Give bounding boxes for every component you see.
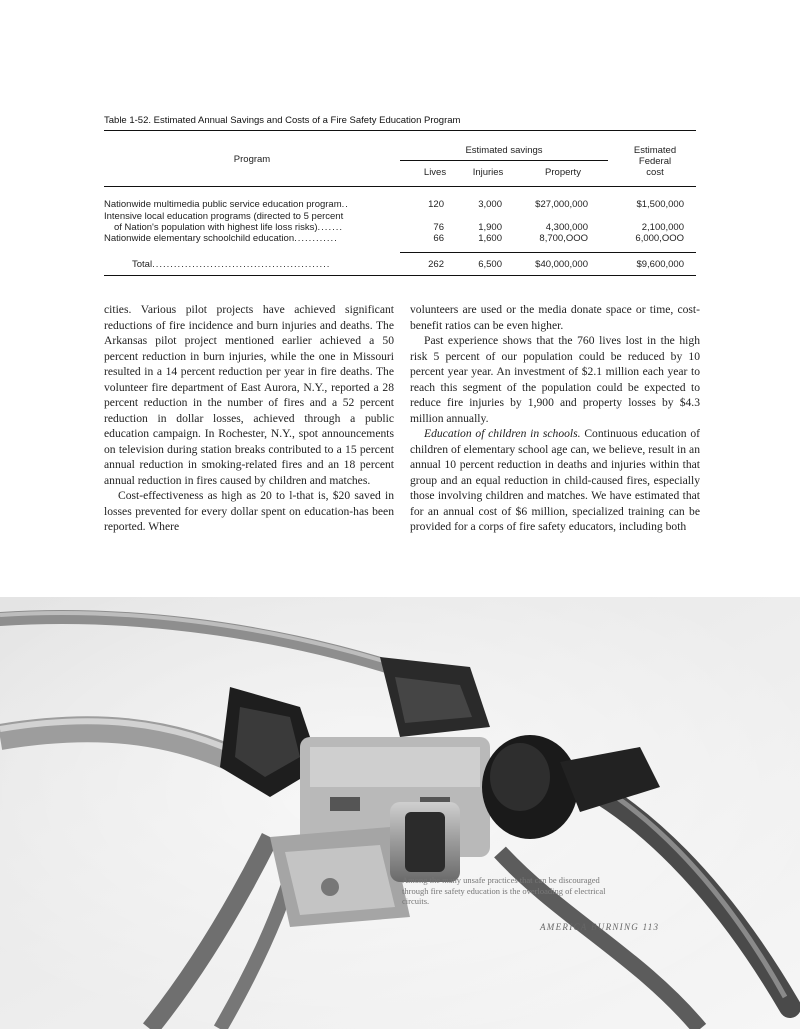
row-cost: $1,500,000: [636, 199, 684, 210]
row-lives: 66: [433, 233, 444, 244]
header-cost-line2: Federal: [638, 156, 672, 167]
row-cost: 2,100,000: [641, 222, 684, 233]
row-property: 4,300,000: [545, 222, 588, 233]
body-left-column: [104, 302, 394, 535]
photo-caption: Among the many unsafe practices that can be discouraged through fire safety education is the overloading of electrical circuits.: [402, 875, 606, 906]
body-paragraph: Education of children in schools. Continuous education of children of elementary school age can, we believe, result in an annual 10 percent reduction in deaths and injuries within that group and an equal reduction in child-caused fires, especially those involving children and matches. We have estimated that for an annual cost of $6 million, specialized training can be provided for a corps of fire safety educators, including both: [410, 427, 701, 533]
row-property: $27,000,000: [535, 199, 588, 210]
row-injuries: 1,900: [478, 222, 502, 233]
total-rule: [400, 252, 696, 253]
total-property: $40,000,000: [535, 259, 588, 270]
row-program: Intensive local education programs (directed to 5 percent: [104, 211, 344, 222]
row-program: Nationwide multimedia public service education program..: [104, 199, 349, 210]
row-lives: 76: [433, 222, 444, 233]
section-heading: Education of children in schools.: [424, 427, 581, 440]
row-cost: 6,000,OOO: [635, 233, 684, 244]
header-program: Program: [233, 154, 271, 165]
body-right-column: [410, 302, 700, 535]
row-program-cont: of Nation's population with highest life loss risks).......: [114, 222, 344, 233]
header-bottom-rule: [104, 186, 696, 187]
total-cost: $9,600,000: [636, 259, 684, 270]
total-label: Total.................................................: [132, 259, 331, 270]
savings-group-rule: [400, 160, 608, 161]
table-bottom-rule: [104, 275, 696, 276]
header-lives: Lives: [423, 167, 447, 178]
header-cost-line1: Estimated: [633, 145, 677, 156]
body-paragraph: volunteers are used or the media donate space or time, cost-benefit ratios can be even higher.: [410, 303, 700, 332]
electrical-plugs-photo: [0, 597, 800, 1029]
body-paragraph: cities. Various pilot projects have achieved significant reductions of fire incidence and burn injuries and deaths. The Arkansas pilot project mentioned earlier achieved a 50 percent reduction in burn injuries, while the one in Missouri resulted in a 14 percent reduction per year in fire deaths. The volunteer fire department of East Aurora, N.Y., reported a 28 percent reduction in the number of fires and a 52 percent reduction in dollar losses, achieved through a public education campaign. In Rochester, N.Y., spot announcements on television during station breaks contributed to a 15 percent annual reduction in smoking-related fires and an 18 percent annual reduction in fires caused by children and matches.: [104, 303, 394, 487]
running-head: AMERICA BURNING 113: [540, 922, 660, 932]
body-paragraph: Cost-effectiveness as high as 20 to l-that is, $20 saved in losses prevented for every dollar spent on education-has been reported. Where: [104, 489, 394, 533]
row-lives: 120: [428, 199, 444, 210]
table-top-rule: [104, 130, 696, 131]
total-lives: 262: [428, 259, 444, 270]
row-injuries: 1,600: [478, 233, 502, 244]
body-paragraph: Past experience shows that the 760 lives lost in the high risk 5 percent of our population could be reduced by 10 percent year year. An investment of $2.1 million each year to reach this segment of the population could be expected to reduce fire injuries by 1,900 and property losses by $4.3 million annually.: [410, 334, 700, 425]
header-property: Property: [545, 167, 581, 178]
header-injuries: Injuries: [472, 167, 504, 178]
table-caption: Table 1-52. Estimated Annual Savings and Costs of a Fire Safety Education Program: [104, 115, 461, 126]
header-estimated-savings: Estimated savings: [465, 145, 543, 156]
row-property: 8,700,OOO: [539, 233, 588, 244]
header-cost-line3: cost: [646, 167, 664, 178]
row-program: Nationwide elementary schoolchild education............: [104, 233, 338, 244]
total-injuries: 6,500: [478, 259, 502, 270]
row-injuries: 3,000: [478, 199, 502, 210]
